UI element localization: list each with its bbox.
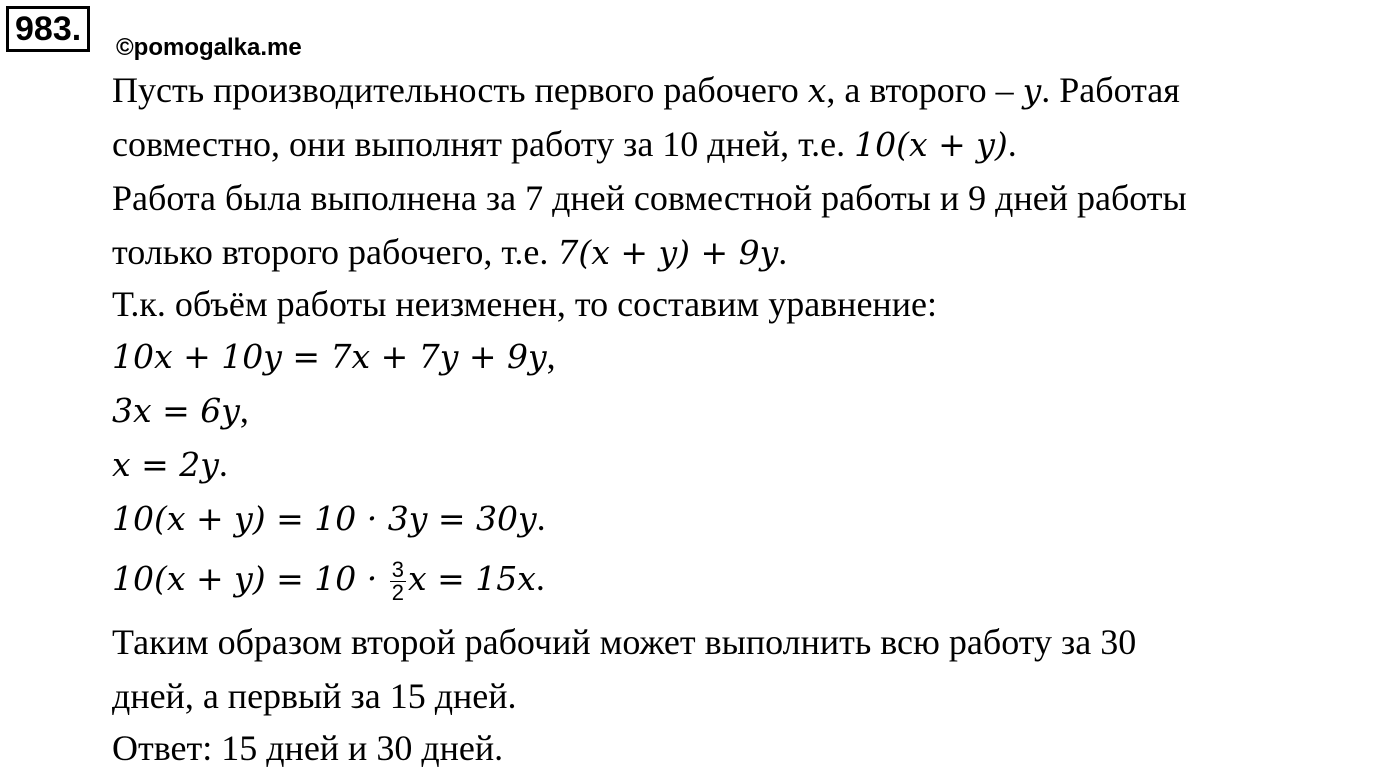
text: только второго рабочего, т.е. bbox=[112, 232, 558, 272]
fraction-numerator: 3 bbox=[391, 557, 404, 583]
text-line-4 bbox=[112, 230, 787, 275]
text-line-1 bbox=[112, 68, 1180, 113]
text-line-2 bbox=[112, 122, 1017, 167]
fraction bbox=[390, 559, 406, 604]
text: Т.к. объём работы неизменен, то составим уравнение: bbox=[112, 284, 937, 324]
math-equation: 10(x + y) = 10 · 3y = 30y bbox=[112, 499, 537, 538]
text: . bbox=[536, 498, 546, 538]
problem-number: 983. bbox=[6, 6, 90, 52]
text: , bbox=[239, 390, 249, 430]
equation-line-4 bbox=[112, 496, 546, 541]
math-expression: 10(x + y) bbox=[854, 125, 1008, 164]
math-variable: y bbox=[1022, 71, 1042, 110]
answer-line bbox=[112, 726, 503, 770]
text: . bbox=[218, 444, 228, 484]
text: Пусть производительность первого рабочего bbox=[112, 70, 808, 110]
text-line-5 bbox=[112, 282, 937, 326]
text: Таким образом второй рабочий может выполнить всю работу за 30 bbox=[112, 622, 1137, 662]
math-equation: 10(x + y) = 10 · bbox=[112, 559, 388, 598]
text: , а второго – bbox=[826, 70, 1023, 110]
text: . Работая bbox=[1041, 70, 1180, 110]
text: . bbox=[1007, 124, 1017, 164]
text: , bbox=[546, 336, 556, 376]
text-line-3 bbox=[112, 176, 1187, 220]
text: дней, а первый за 15 дней. bbox=[112, 676, 517, 716]
equation-line-5 bbox=[112, 556, 545, 604]
text-line-7 bbox=[112, 674, 517, 718]
watermark: ©pomogalka.me bbox=[116, 34, 302, 61]
math-equation: 10x + 10y = 7x + 7y + 9y bbox=[112, 337, 547, 376]
answer-text: Ответ: 15 дней и 30 дней. bbox=[112, 728, 504, 768]
text: . bbox=[778, 232, 788, 272]
equation-line-1 bbox=[112, 334, 556, 379]
text: совместно, они выполнят работу за 10 дней, т.е. bbox=[112, 124, 855, 164]
math-equation: 3x = 6y bbox=[112, 391, 240, 430]
text: . bbox=[535, 558, 545, 598]
math-equation: x = 2y bbox=[112, 445, 219, 484]
text: Работа была выполнена за 7 дней совместной работы и 9 дней работы bbox=[112, 178, 1187, 218]
text-line-6 bbox=[112, 620, 1136, 664]
math-expression: 7(x + y) + 9y bbox=[557, 233, 779, 272]
equation-line-3 bbox=[112, 442, 228, 487]
fraction-denominator: 2 bbox=[391, 580, 404, 606]
math-equation: x = 15x bbox=[407, 559, 536, 598]
math-variable: x bbox=[807, 71, 827, 110]
equation-line-2 bbox=[112, 388, 249, 433]
